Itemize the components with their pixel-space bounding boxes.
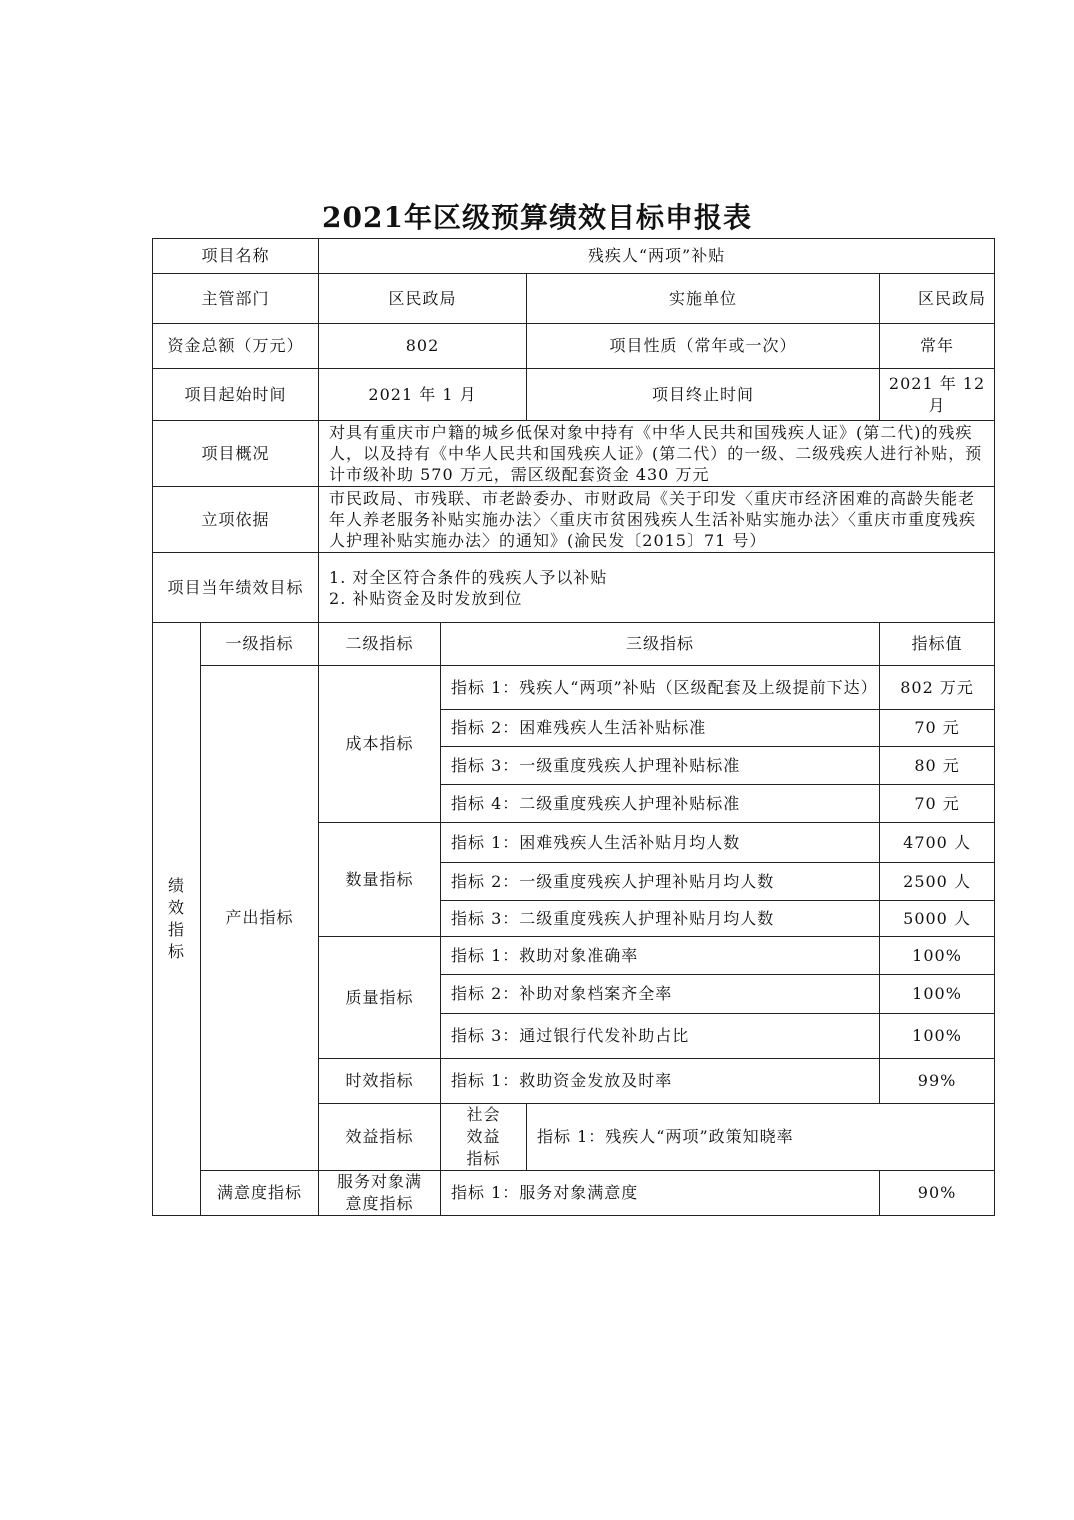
goal-item-1: 1. 对全区符合条件的残疾人予以补贴 bbox=[329, 567, 608, 587]
indicator-value: 802 万元 bbox=[880, 666, 995, 710]
impl-label: 实施单位 bbox=[527, 274, 880, 324]
row-overview bbox=[153, 421, 995, 487]
table-row bbox=[153, 666, 995, 710]
level2-quality: 质量指标 bbox=[319, 937, 441, 1059]
impl-value: 区民政局 bbox=[880, 274, 995, 324]
level2-cost: 成本指标 bbox=[319, 666, 441, 823]
goal-label: 项目当年绩效目标 bbox=[153, 553, 319, 623]
indicator-name: 指标 1：困难残疾人生活补贴月均人数 bbox=[441, 823, 880, 863]
header-value: 指标值 bbox=[880, 623, 995, 666]
funds-label: 资金总额（万元） bbox=[153, 324, 319, 369]
indicator-value: 2500 人 bbox=[880, 863, 995, 901]
goal-text bbox=[319, 553, 995, 623]
start-label: 项目起始时间 bbox=[153, 369, 319, 421]
level1-output: 产出指标 bbox=[201, 666, 319, 1171]
indicator-name: 指标 2：补助对象档案齐全率 bbox=[441, 975, 880, 1014]
start-value: 2021 年 1 月 bbox=[319, 369, 527, 421]
row-goal bbox=[153, 553, 995, 623]
indicator-value: 100% bbox=[880, 937, 995, 975]
indicator-value: 90% bbox=[880, 1171, 995, 1216]
end-label: 项目终止时间 bbox=[527, 369, 880, 421]
row-basis bbox=[153, 487, 995, 553]
indicator-name: 指标 1：残疾人“两项”政策知晓率 bbox=[527, 1104, 995, 1171]
indicator-value: 100% bbox=[880, 1014, 995, 1059]
nature-value: 常年 bbox=[880, 324, 995, 369]
overview-text: 对具有重庆市户籍的城乡低保对象中持有《中华人民共和国残疾人证》(第二代)的残疾人，以及持有《中华人民共和国残疾人证》(第二代）的一级、二级残疾人进行补贴，预计市级补助 570 万元，需区级配套资金 430 万元 bbox=[319, 421, 995, 487]
basis-label: 立项依据 bbox=[153, 487, 319, 553]
row-department bbox=[153, 274, 995, 324]
header-level3: 三级指标 bbox=[441, 623, 880, 666]
page-title: 2021年区级预算绩效目标申报表 bbox=[322, 201, 752, 234]
indicator-name: 指标 3：二级重度残疾人护理补贴月均人数 bbox=[441, 901, 880, 937]
dept-value: 区民政局 bbox=[319, 274, 527, 324]
indicator-value: 70 元 bbox=[880, 785, 995, 823]
overview-label: 项目概况 bbox=[153, 421, 319, 487]
indicator-value: 5000 人 bbox=[880, 901, 995, 937]
indicator-name: 指标 4：二级重度残疾人护理补贴标准 bbox=[441, 785, 880, 823]
goal-item-2: 2. 补贴资金及时发放到位 bbox=[329, 588, 523, 608]
row-dates bbox=[153, 369, 995, 421]
level2-service: 服务对象满意度指标 bbox=[319, 1171, 441, 1216]
row-funds bbox=[153, 324, 995, 369]
indicator-name: 指标 3：通过银行代发补助占比 bbox=[441, 1014, 880, 1059]
indicator-header-row bbox=[153, 623, 995, 666]
basis-text: 市民政局、市残联、市老龄委办、市财政局《关于印发〈重庆市经济困难的高龄失能老年人养老服务补贴实施办法〉〈重庆市贫困残疾人生活补贴实施办法〉〈重庆市重度残疾人护理补贴实施办法〉的通知》(渝民发〔2015〕71 号） bbox=[319, 487, 995, 553]
header-level2: 二级指标 bbox=[319, 623, 441, 666]
dept-label: 主管部门 bbox=[153, 274, 319, 324]
project-name-label: 项目名称 bbox=[153, 239, 319, 274]
indicator-name: 指标 1：残疾人“两项”补贴（区级配套及上级提前下达） bbox=[441, 666, 880, 710]
end-value: 2021 年 12 月 bbox=[880, 369, 995, 421]
budget-form-table bbox=[152, 238, 995, 1216]
level2-timeliness: 时效指标 bbox=[319, 1059, 441, 1104]
level1-satisfaction: 满意度指标 bbox=[201, 1171, 319, 1216]
nature-label: 项目性质（常年或一次） bbox=[527, 324, 880, 369]
indicator-value: 70 元 bbox=[880, 710, 995, 747]
indicator-side-label: 绩 效 指 标 bbox=[153, 623, 201, 1216]
indicator-name: 指标 2：一级重度残疾人护理补贴月均人数 bbox=[441, 863, 880, 901]
project-name-value: 残疾人“两项”补贴 bbox=[319, 239, 995, 274]
indicator-name: 指标 1：服务对象满意度 bbox=[441, 1171, 880, 1216]
indicator-value: 4700 人 bbox=[880, 823, 995, 863]
indicator-value: 100% bbox=[880, 975, 995, 1014]
level1-benefit: 效益指标 bbox=[319, 1104, 441, 1171]
indicator-name: 指标 2：困难残疾人生活补贴标准 bbox=[441, 710, 880, 747]
indicator-value: 99% bbox=[880, 1059, 995, 1104]
level2-social: 社会效益指标 bbox=[441, 1104, 527, 1171]
indicator-value: 80 元 bbox=[880, 747, 995, 785]
level2-quantity: 数量指标 bbox=[319, 823, 441, 937]
row-project-name bbox=[153, 239, 995, 274]
indicator-name: 指标 3：一级重度残疾人护理补贴标准 bbox=[441, 747, 880, 785]
header-level1: 一级指标 bbox=[201, 623, 319, 666]
table-row bbox=[153, 1171, 995, 1216]
indicator-name: 指标 1：救助资金发放及时率 bbox=[441, 1059, 880, 1104]
indicator-name: 指标 1：救助对象准确率 bbox=[441, 937, 880, 975]
funds-value: 802 bbox=[319, 324, 527, 369]
